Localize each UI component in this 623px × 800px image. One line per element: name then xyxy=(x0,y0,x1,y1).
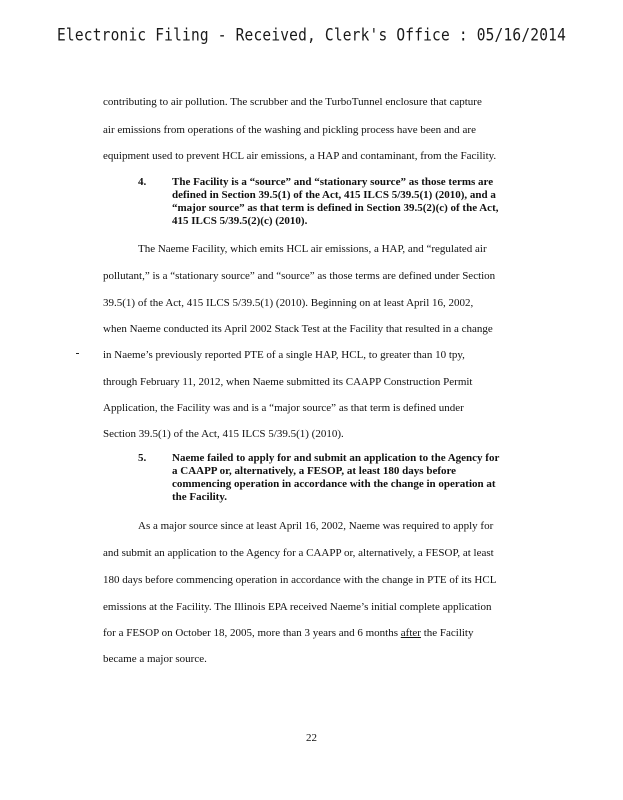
heading-line: a CAAPP or, alternatively, a FESOP, at least 180 days before xyxy=(172,465,457,477)
margin-mark xyxy=(76,353,79,354)
body-text: for a FESOP on October 18, 2005, more than 3 years and 6 months xyxy=(103,627,401,639)
body-line: when Naeme conducted its April 2002 Stack Test at the Facility that resulted in a change xyxy=(103,323,493,335)
body-line: air emissions from operations of the washing and pickling process have been and are xyxy=(103,124,476,136)
heading-line: commencing operation in accordance with the change in operation at xyxy=(172,478,496,490)
heading-line: The Facility is a “source” and “stationary source” as those terms are xyxy=(172,176,494,188)
body-line: Section 39.5(1) of the Act, 415 ILCS 5/39.5(1) (2010). xyxy=(103,428,344,440)
filing-stamp: Electronic Filing - Received, Clerk's Office : 05/16/2014 xyxy=(57,26,566,46)
section-number: 4. xyxy=(138,176,147,188)
section-heading xyxy=(172,176,498,228)
body-line: in Naeme’s previously reported PTE of a single HAP, HCL, to greater than 10 tpy, xyxy=(103,349,465,361)
emphasized-text: after xyxy=(400,627,421,639)
heading-line: 415 ILCS 5/39.5(2)(c) (2010). xyxy=(172,215,308,227)
body-line: through February 11, 2012, when Naeme submitted its CAAPP Construction Permit xyxy=(103,376,473,388)
body-line: 180 days before commencing operation in accordance with the change in PTE of its HCL xyxy=(103,574,497,586)
body-line: became a major source. xyxy=(103,653,207,665)
body-line: contributing to air pollution. The scrubber and the TurboTunnel enclosure that capture xyxy=(103,96,482,108)
heading-line: defined in Section 39.5(1) of the Act, 415 ILCS 5/39.5(1) (2010), and a xyxy=(172,189,496,201)
body-line: equipment used to prevent HCL air emissions, a HAP and contaminant, from the Facility. xyxy=(103,150,497,162)
body-line: Application, the Facility was and is a “major source” as that term is defined under xyxy=(103,402,464,414)
section-number: 5. xyxy=(138,452,147,464)
heading-line: the Facility. xyxy=(172,491,227,503)
body-line: and submit an application to the Agency for a CAAPP or, alternatively, a FESOP, at least xyxy=(103,547,494,559)
body-line: pollutant,” is a “stationary source” and “source” as those terms are defined under Section xyxy=(103,270,496,282)
body-line: emissions at the Facility. The Illinois EPA received Naeme’s initial complete application xyxy=(103,601,492,613)
section-heading xyxy=(172,452,499,504)
heading-line: “major source” as that term is defined in Section 39.5(2)(c) of the Act, xyxy=(172,202,499,214)
body-text: the Facility xyxy=(420,627,474,639)
body-line xyxy=(103,627,473,639)
heading-line: Naeme failed to apply for and submit an application to the Agency for xyxy=(172,452,500,464)
body-line: As a major source since at least April 16, 2002, Naeme was required to apply for xyxy=(138,520,494,532)
page-number: 22 xyxy=(306,732,317,744)
body-line: The Naeme Facility, which emits HCL air emissions, a HAP, and “regulated air xyxy=(138,243,487,255)
body-line: 39.5(1) of the Act, 415 ILCS 5/39.5(1) (2010). Beginning on at least April 16, 2002, xyxy=(103,297,474,309)
